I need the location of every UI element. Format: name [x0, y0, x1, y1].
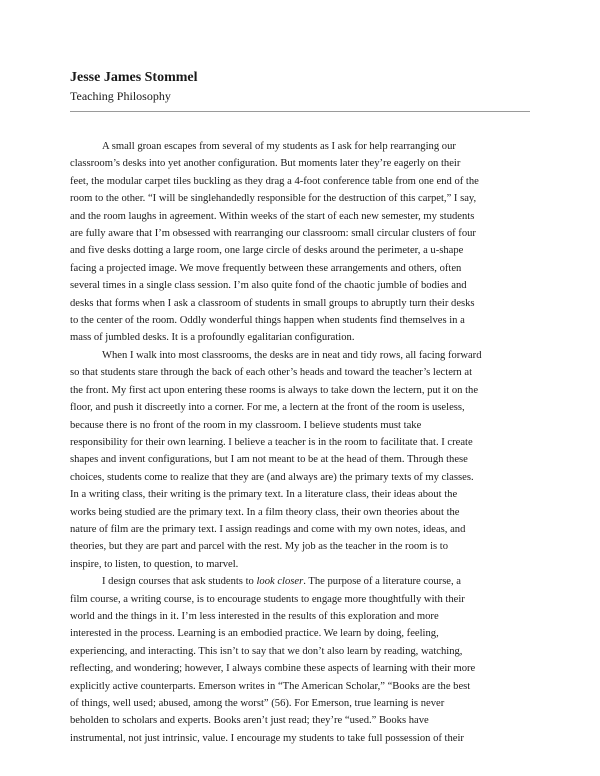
text-line: and five desks dotting a large room, one large circle of desks around the perimeter, a u-shape [70, 245, 464, 257]
text-line: works being studied are the primary text. In a film theory class, their own theories about the [70, 506, 460, 518]
text-line: In a writing class, their writing is the primary text. In a literature class, their ideas about the [70, 489, 458, 501]
text-line: facing a projected image. We move frequently between these arrangements and others, often [70, 262, 462, 274]
text-line: desks that forms when I ask a classroom of students in small groups to abruptly turn their desks [70, 297, 475, 309]
text-line: floor, and push it discreetly into a corner. For me, a lectern at the front of the room is useless, [70, 402, 465, 414]
document-header [70, 69, 530, 104]
text-line: several times in a single class session. I’m also quite fond of the chaotic jumble of bodies and [70, 280, 467, 292]
text-line: the front. My first act upon entering these rooms is always to take down the lectern, put it on the [70, 384, 479, 396]
text-line: mass of jumbled desks. It is a profoundly egalitarian configuration. [70, 332, 355, 344]
text-line: instrumental, not just intrinsic, value. I encourage my students to take full possession of their [70, 732, 464, 744]
text-line: classroom’s desks into yet another configuration. But moments later they’re eagerly on their [70, 158, 461, 170]
paragraph-3 [70, 573, 530, 747]
paragraph-1 [70, 138, 530, 347]
text-line: experiencing, and interacting. This isn’t to say that we don’t also learn by reading, watching, [70, 645, 463, 657]
text-line: of things, well used; abused, among the worst” (56). For Emerson, true learning is never [70, 698, 445, 709]
text-line: are fully aware that I’m obsessed with rearranging our classroom: small circular clusters of four [70, 228, 476, 240]
text-line: interested in the process. Learning is an embodied practice. We learn by doing, feeling, [70, 628, 439, 640]
text-line: shapes and invent configurations, but I am not meant to be at the head of them. Through these [70, 454, 468, 466]
document-body [70, 138, 530, 747]
text-run: . The purpose of a literature course, a [303, 576, 462, 588]
text-line: beholden to scholars and experts. Books aren’t just read; they’re “used.” Books have [70, 715, 429, 727]
text-line: film course, a writing course, is to encourage students to engage more thoughtfully with their [70, 593, 465, 605]
header-divider [70, 111, 530, 112]
emphasis-text: look closer [256, 576, 304, 588]
text-line: world and the things in it. I’m less interested in the results of this exploration and more [70, 610, 439, 622]
text-line: choices, students come to realize that they are (and always are) the primary texts of my classes. [70, 471, 474, 483]
text-line: and the room laughs in agreement. Within weeks of the start of each new semester, my students [70, 210, 475, 222]
text-line: nature of film are the primary text. I assign readings and come with my own notes, ideas, and [70, 523, 466, 535]
text-line: inspire, to listen, to question, to marvel. [70, 558, 239, 570]
document-subtitle: Teaching Philosophy [70, 89, 171, 103]
paragraph-2 [70, 347, 530, 573]
text-line [70, 573, 530, 590]
text-line: room to the other. “I will be singlehandedly responsible for the destruction of this carpet,” I say, [70, 193, 477, 205]
text-line: reflecting, and wondering; however, I always combine these aspects of learning with their more [70, 663, 476, 675]
text-line: theories, but they are part and parcel with the rest. My job as the teacher in the room is to [70, 541, 449, 553]
text-line: feet, the modular carpet tiles buckling as they drag a 4-foot conference table from one end of the [70, 175, 479, 187]
text-run: I design courses that ask students to [102, 576, 257, 588]
text-line: so that students stare through the back of each other’s heads and toward the teacher’s lectern at [70, 367, 473, 379]
text-line: because there is no front of the room in my classroom. I believe students must take [70, 419, 422, 431]
text-line: explicitly active counterparts. Emerson writes in “The American Scholar,” “Books are the best [70, 680, 471, 692]
text-line: A small groan escapes from several of my students as I ask for help rearranging our [102, 141, 456, 152]
text-line: to the center of the room. Oddly wonderful things happen when students find themselves in a [70, 315, 465, 327]
author-name: Jesse James Stommel [70, 70, 198, 85]
text-line: When I walk into most classrooms, the desks are in neat and tidy rows, all facing forward [102, 349, 482, 361]
text-line: responsibility for their own learning. I believe a teacher is in the room to facilitate that. I create [70, 436, 473, 448]
